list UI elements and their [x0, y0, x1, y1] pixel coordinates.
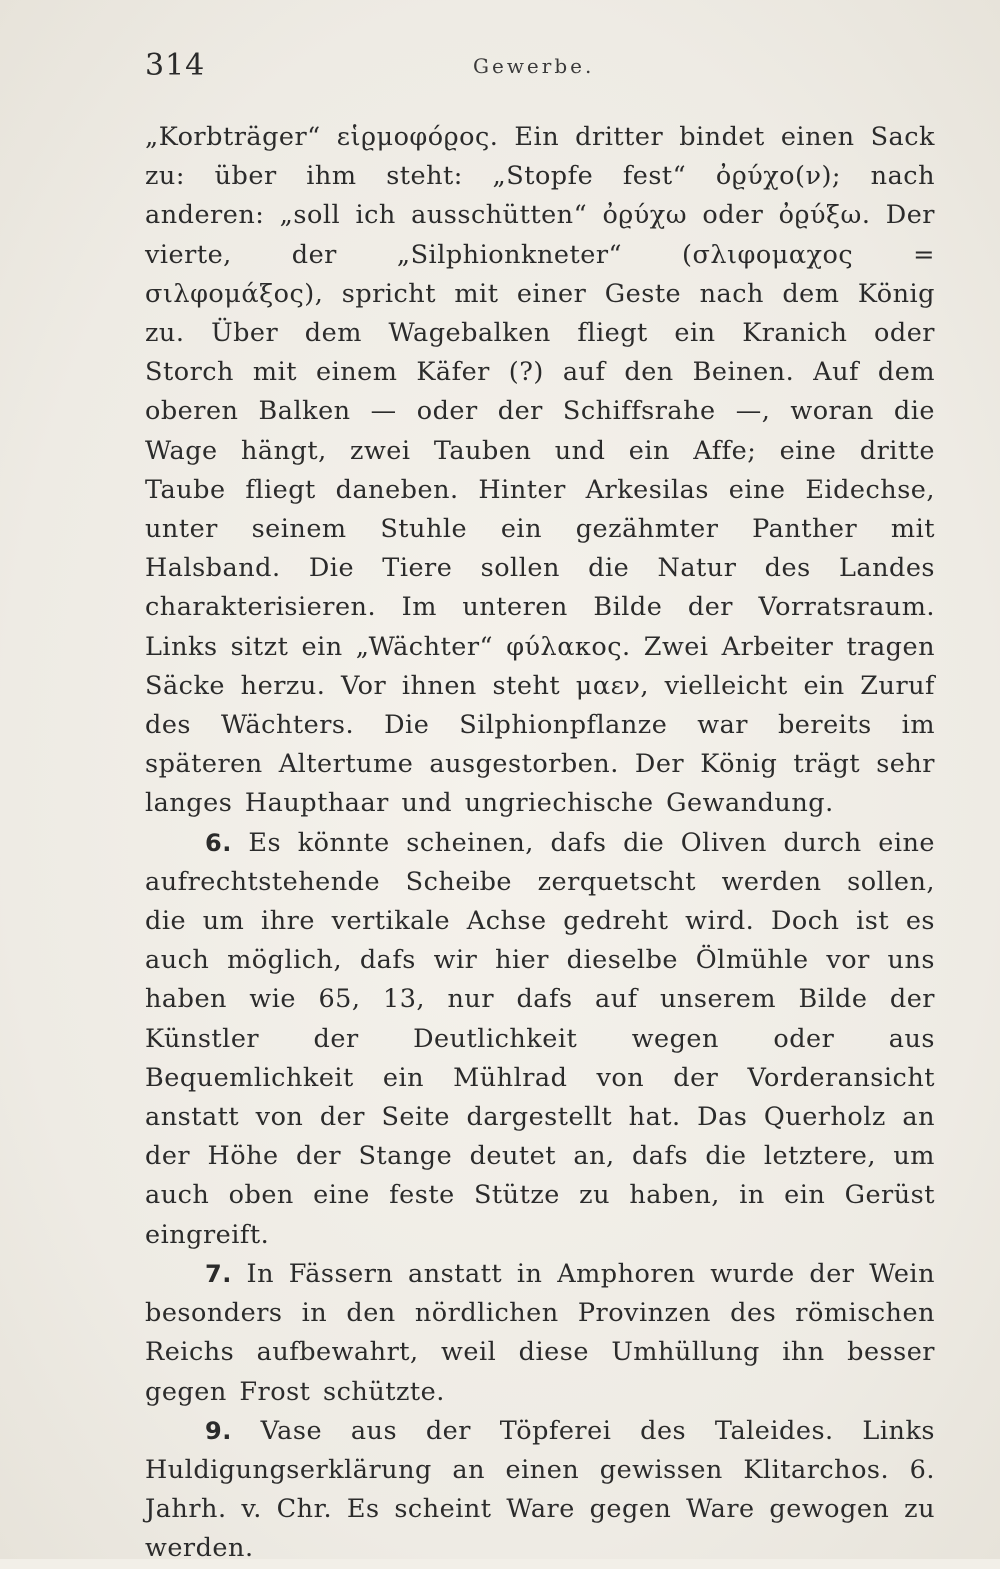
running-head: Gewerbe.: [473, 54, 595, 78]
note-number: 9.: [205, 1416, 232, 1445]
page-header: [145, 48, 925, 92]
paragraph-note-7: [145, 1255, 935, 1412]
note-number: 6.: [205, 828, 232, 857]
body-text: [145, 118, 935, 1569]
paragraph-text: Vase aus der Töpferei des Taleides. Links Huldigungserklärung an einen gewissen Klitarchos. 6. Jahrh. v. Chr. Es scheint Ware gegen Ware gewogen zu werden.: [145, 1415, 935, 1564]
paragraph-text: Es könnte scheinen, dafs die Oliven durch eine aufrechtstehende Scheibe zerquetscht werden sollen, die um ihre vertikale Achse gedreht wird. Doch ist es auch möglich, dafs wir hier dieselbe Ölmühle vor uns haben wie 65, 13, nur dafs auf unserem Bilde der Künstler der Deutlichkeit wegen oder aus Bequemlichkeit ein Mühlrad von der Vorderansicht anstatt von der Seite dargestellt hat. Das Querholz an der Höhe der Stange deutet an, dafs die letztere, um auch oben eine feste Stütze zu haben, in ein Gerüst eingreift.: [145, 827, 935, 1250]
paragraph-text: In Fässern anstatt in Amphoren wurde der Wein besonders in den nördlichen Provinzen des römischen Reichs aufbewahrt, weil diese Umhüllung ihn besser gegen Frost schützte.: [145, 1258, 935, 1407]
note-number: 7.: [205, 1259, 232, 1288]
paragraph-continuation: [145, 118, 935, 824]
page-number: 314: [145, 48, 206, 83]
paragraph-note-9: [145, 1412, 935, 1569]
paragraph-text: „Korbträger“ εἱϱμοφόϱος. Ein dritter bindet einen Sack zu: über ihm steht: „Stopfe fest“ ὀϱύχο(ν); nach anderen: „soll ich ausschütten“ ὀϱύχω oder ὀϱύξω. Der vierte, der „Silphionkneter“ (σλιφομαχος = σιλφομάξος), spricht mit einer Geste nach dem König zu. Über dem Wagebalken fliegt ein Kranich oder Storch mit einem Käfer (?) auf den Beinen. Auf dem oberen Balken — oder der Schiffsrahe —, woran die Wage hängt, zwei Tauben und ein Affe; eine dritte Taube fliegt daneben. Hinter Arkesilas eine Eidechse, unter seinem Stuhle ein gezähmter Panther mit Halsband. Die Tiere sollen die Natur des Landes charakterisieren. Im unteren Bilde der Vorratsraum. Links sitzt ein „Wächter“ φύλακος. Zwei Arbeiter tragen Säcke herzu. Vor ihnen steht μαεν, vielleicht ein Zuruf des Wächters. Die Silphionpflanze war bereits im späteren Altertume ausgestorben. Der König trägt sehr langes Haupthaar und ungriechische Gewandung.: [145, 122, 935, 819]
paragraph-note-6: [145, 824, 935, 1255]
